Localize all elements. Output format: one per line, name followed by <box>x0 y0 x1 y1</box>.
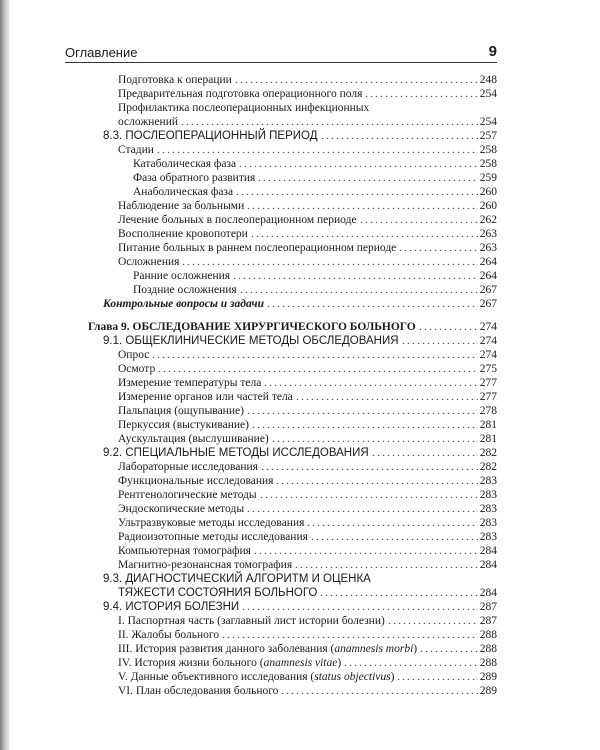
toc-entry: Измерение температуры тела 277 <box>118 377 497 389</box>
toc-entry: Пальпация (ощупывание) 278 <box>118 405 497 417</box>
toc-section: 9.1. ОБЩЕКЛИНИЧЕСКИЕ МЕТОДЫ ОБСЛЕДОВАНИЯ 274 <box>103 335 497 347</box>
toc-entry: Катаболическая фаза 258 <box>133 158 497 170</box>
toc-entry: Осмотр 275 <box>118 363 497 375</box>
toc-entry: Рентгенологические методы 283 <box>118 489 497 501</box>
toc-entry: IV. История жизни больного (anamnesis vitae) 288 <box>118 657 497 669</box>
toc-entry: осложнений 254 <box>118 116 497 128</box>
toc-entry: Перкуссия (выстукивание) 281 <box>118 419 497 431</box>
toc-section: 9.3. ДИАГНОСТИЧЕСКИЙ АЛГОРИТМ И ОЦЕНКА <box>103 573 371 585</box>
header-title: Оглавление <box>65 45 138 60</box>
toc-entry: Предварительная подготовка операционного поля 254 <box>118 88 497 100</box>
toc-entry: Компьютерная томография 284 <box>118 545 497 557</box>
toc-entry: Опрос 274 <box>118 349 497 361</box>
toc-entry: Фаза обратного развития 259 <box>133 172 497 184</box>
toc-entry: Функциональные исследования 283 <box>118 475 497 487</box>
toc-section: 9.4. ИСТОРИЯ БОЛЕЗНИ 287 <box>103 601 497 613</box>
toc-entry: Ультразвуковые методы исследования 283 <box>118 517 497 529</box>
toc-entry: Подготовка к операции 248 <box>118 74 497 86</box>
toc-entry: I. Паспортная часть (заглавный лист истории болезни) 287 <box>118 615 497 627</box>
toc-entry: Осложнения 264 <box>118 256 497 268</box>
toc-entry: Поздние осложнения 267 <box>133 284 497 296</box>
toc-chapter: Глава 9. ОБСЛЕДОВАНИЕ ХИРУРГИЧЕСКОГО БОЛЬНОГО 274 <box>88 321 497 333</box>
toc-entry: Измерение органов или частей тела 277 <box>118 391 497 403</box>
toc-entry: Лечение больных в послеоперационном периоде 262 <box>118 214 497 226</box>
toc-entry: Наблюдение за больными 260 <box>118 200 497 212</box>
toc-entry: VI. План обследования больного 289 <box>118 685 497 697</box>
toc-entry: V. Данные объективного исследования (status objectivus) 289 <box>118 671 497 683</box>
toc-section: 8.3. ПОСЛЕОПЕРАЦИОННЫЙ ПЕРИОД 257 <box>103 130 497 142</box>
toc-entry: Аускультация (выслушивание) 281 <box>118 433 497 445</box>
toc-section: 9.2. СПЕЦИАЛЬНЫЕ МЕТОДЫ ИССЛЕДОВАНИЯ 282 <box>103 447 497 459</box>
toc-entry: Питание больных в раннем послеоперационном периоде 263 <box>118 242 497 254</box>
toc-entry: Магнитно-резонансная томография 284 <box>118 559 497 571</box>
toc-entry-review-questions: Контрольные вопросы и задачи 267 <box>103 298 497 310</box>
toc-entry: Ранние осложнения 264 <box>133 270 497 282</box>
toc-entry: II. Жалобы больного 288 <box>118 629 497 641</box>
toc-entry: Восполнение кровопотери 263 <box>118 228 497 240</box>
toc-entry: Эндоскопические методы 283 <box>118 503 497 515</box>
header-page-number: 9 <box>488 43 497 60</box>
toc-section-continued: ТЯЖЕСТИ СОСТОЯНИЯ БОЛЬНОГО 284 <box>118 587 497 599</box>
toc-entry: Лабораторные исследования 282 <box>118 461 497 473</box>
toc-entry: Стадии 258 <box>118 144 497 156</box>
toc-entry: III. История развития данного заболевания (anamnesis morbi) 288 <box>118 643 497 655</box>
toc-entry: Профилактика послеоперационных инфекционных <box>118 102 370 114</box>
toc-entry: Анаболическая фаза 260 <box>133 186 497 198</box>
toc-entry: Радиоизотопные методы исследования 283 <box>118 531 497 543</box>
